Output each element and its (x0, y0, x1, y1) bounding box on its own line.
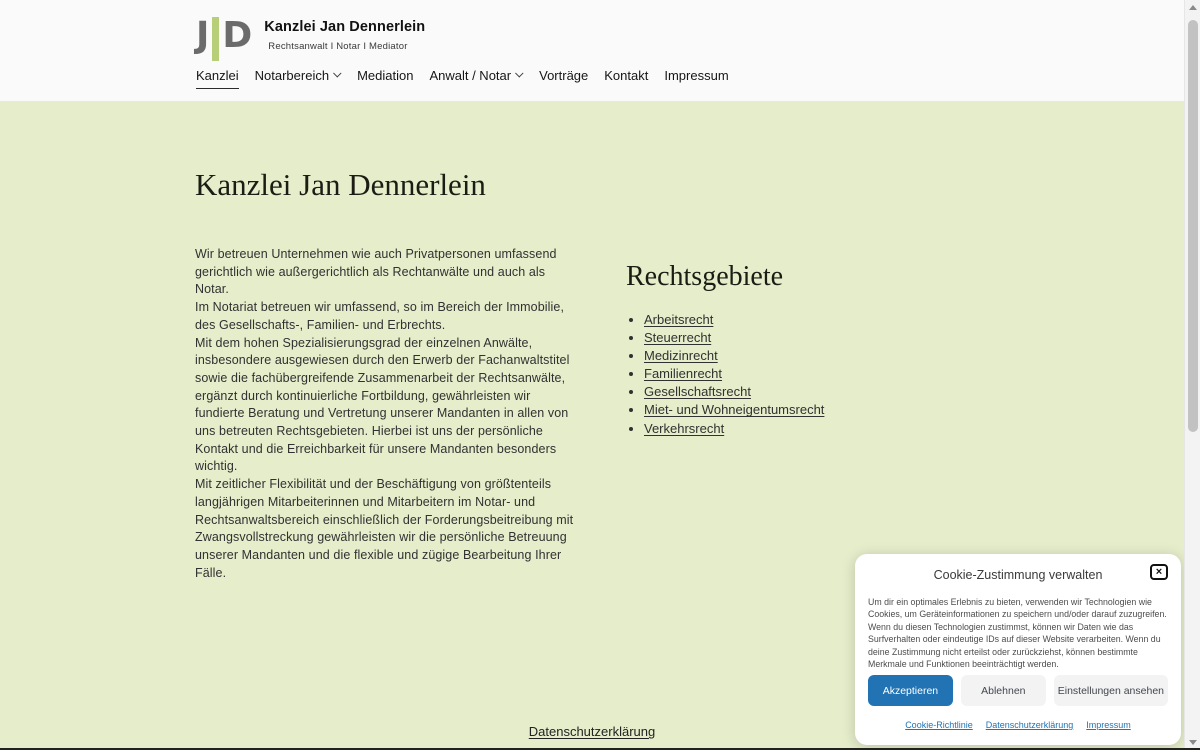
cookie-dialog-title: Cookie-Zustimmung verwalten (933, 568, 1103, 582)
rechtsgebiet-link[interactable]: Arbeitsrecht (644, 312, 714, 327)
nav-item[interactable] (429, 68, 523, 88)
rechtsgebiete-section (626, 261, 956, 438)
scrollbar-thumb[interactable] (1188, 20, 1198, 432)
intro-paragraph: Mit dem hohen Spezialisierungsgrad der einzelnen Anwälte, insbesondere ausgewiesen durch den Erwerb der Fachanwaltstitel sowie die fachübergreifende Zusammenarbeit der Rechtsanwälte, ergänzt durch kontinuierliche Fortbildung, gewährleisten wir fundierte Beratung und Vertretung unserer Mandanten in allen von uns betreuten Rechtsgebieten. Hierbei ist uns der persönliche Kontakt und die Erreichbarkeit für unsere Mandanten besonders wichtig. (195, 335, 570, 474)
rechtsgebiete-list (644, 311, 956, 438)
nav-item[interactable] (357, 68, 413, 88)
chevron-down-icon (515, 69, 523, 77)
scroll-up-arrow-icon[interactable] (1189, 5, 1197, 10)
close-icon[interactable]: × (1150, 564, 1168, 580)
list-item (644, 383, 956, 401)
site-tagline: Rechtsanwalt I Notar I Mediator (268, 41, 408, 52)
list-item (644, 365, 956, 383)
brand-text (264, 15, 425, 52)
cookie-consent-button[interactable]: Ablehnen (961, 675, 1046, 706)
rechtsgebiet-link[interactable]: Miet- und Wohneigentumsrecht (644, 402, 825, 418)
cookie-consent-dialog (855, 554, 1181, 745)
rechtsgebiet-link[interactable]: Steuerrecht (644, 330, 712, 346)
nav-item[interactable] (604, 68, 648, 88)
nav-item-label: Anwalt / Notar (429, 68, 512, 83)
rechtsgebiet-link[interactable]: Medizinrecht (644, 348, 718, 364)
intro-paragraph: Wir betreuen Unternehmen wie auch Privatpersonen umfassend gerichtlich wie außergerichtlich als Rechtanwälte und auch als Notar. (195, 247, 557, 297)
logo-letter-j: J (196, 15, 208, 56)
cookie-consent-button[interactable]: Einstellungen ansehen (1054, 675, 1168, 706)
cookie-dialog-links (855, 720, 1181, 730)
rechtsgebiet-link[interactable]: Gesellschaftsrecht (644, 384, 751, 400)
intro-text (195, 246, 577, 582)
nav-item[interactable] (196, 68, 239, 89)
rechtsgebiet-link[interactable]: Familienrecht (644, 366, 723, 382)
site-brand[interactable] (196, 15, 425, 63)
site-logo (196, 16, 250, 63)
nav-item-label: Notarbereich (254, 68, 330, 83)
rechtsgebiete-title: Rechtsgebiete (626, 261, 784, 292)
cookie-consent-button[interactable]: Akzeptieren (868, 675, 953, 706)
cookie-dialog-body: Um dir ein optimales Erlebnis zu bieten, verwenden wir Technologien wie Cookies, um Geräteinformationen zu speichern und/oder darauf zuzugreifen. Wenn du diesen Technologien zustimmst, können wir Daten wie das Surfverhalten oder eindeutige IDs auf dieser Website verarbeiten. Wenn du deine Zustimmung nicht erteilst oder zurückziehst, können bestimmte Merkmale und Funktionen beeinträchtigt werden. (868, 597, 1167, 670)
nav-item-label: Kanzlei (196, 68, 239, 83)
list-item (644, 347, 956, 365)
nav-item-label: Impressum (664, 68, 729, 83)
cookie-policy-link[interactable]: Datenschutzerklärung (985, 720, 1074, 730)
nav-item-label: Vorträge (539, 68, 589, 83)
site-title: Kanzlei Jan Dennerlein (264, 19, 426, 35)
list-item (644, 420, 956, 438)
page-title: Kanzlei Jan Dennerlein (195, 167, 486, 202)
logo-green-bar-icon (212, 17, 219, 61)
rechtsgebiet-link[interactable]: Verkehrsrecht (644, 420, 725, 436)
main-nav (196, 68, 729, 89)
logo-letter-d: D (222, 15, 251, 56)
cookie-dialog-buttons (868, 675, 1168, 706)
cookie-policy-link[interactable]: Impressum (1086, 720, 1131, 730)
site-header (0, 0, 1200, 101)
nav-item[interactable] (539, 68, 588, 88)
nav-item[interactable] (664, 68, 728, 88)
privacy-policy-link[interactable]: Datenschutzerklärung (528, 724, 656, 739)
list-item (644, 311, 956, 329)
intro-paragraph: Im Notariat betreuen wir umfassend, so im Bereich der Immobilie, des Gesellschafts-, Familien- und Erbrechts. (195, 300, 565, 332)
intro-paragraph: Mit zeitlicher Flexibilität und der Beschäftigung von größtenteils langjährigen Mitarbeiterinnen und Mitarbeitern im Notar- und Rechtsanwaltsbereich einschließlich der Forderungsbeitreibung mit Zwangsvollstreckung gewährleisten wir die persönliche Betreuung unserer Mandanten und die flexible und zügige Bearbeitung Ihrer Fälle. (195, 477, 574, 580)
scroll-down-arrow-icon[interactable] (1189, 740, 1197, 745)
list-item (644, 401, 956, 419)
cookie-policy-link[interactable]: Cookie-Richtlinie (905, 720, 973, 730)
nav-item[interactable] (255, 68, 341, 88)
chevron-down-icon (333, 69, 341, 77)
list-item (644, 329, 956, 347)
nav-item-label: Kontakt (604, 68, 649, 83)
scrollbar[interactable] (1184, 0, 1200, 750)
nav-item-label: Mediation (357, 68, 414, 83)
